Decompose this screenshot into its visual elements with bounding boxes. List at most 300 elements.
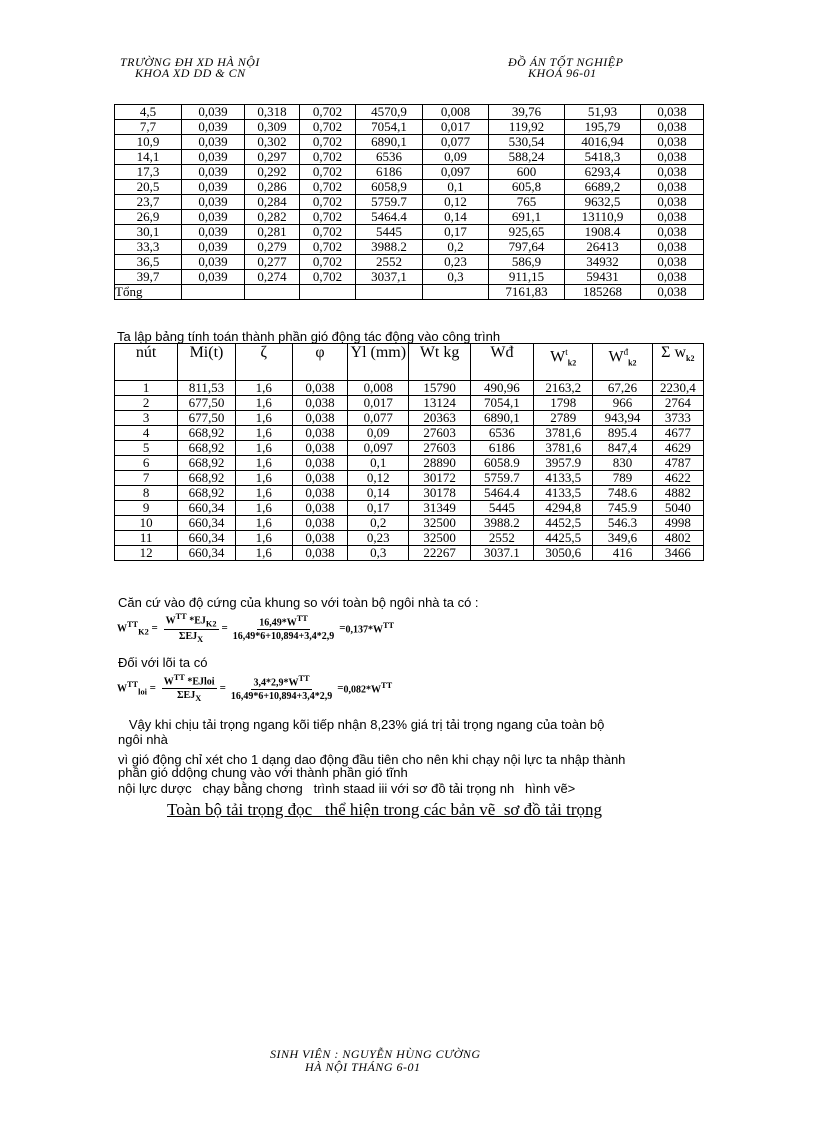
table-cell: 0,292	[245, 165, 300, 180]
table-cell: 6058.9	[470, 456, 533, 471]
table-cell: 895.4	[593, 426, 652, 441]
table-cell: 0,702	[300, 135, 356, 150]
table-cell: 3050,6	[534, 546, 593, 561]
table-cell: 797,64	[489, 240, 565, 255]
table-cell: 28890	[409, 456, 470, 471]
table-cell: 6890,1	[470, 411, 533, 426]
table-cell: 0,702	[300, 255, 356, 270]
table-cell: 185268	[565, 285, 641, 300]
table-cell: 0,274	[245, 270, 300, 285]
table-cell: 0,039	[182, 135, 245, 150]
table-cell: 1,6	[235, 411, 292, 426]
table-cell: 677,50	[178, 411, 235, 426]
table-cell: 0,038	[292, 381, 347, 396]
table-cell: 0,039	[182, 165, 245, 180]
table-row	[115, 471, 704, 486]
table-cell: 0,318	[245, 105, 300, 120]
table-cell: 6536	[470, 426, 533, 441]
table-cell: 745.9	[593, 501, 652, 516]
table-cell: 14,1	[115, 150, 182, 165]
table-cell: 668,92	[178, 486, 235, 501]
table-cell: 0,279	[245, 240, 300, 255]
table-cell: 660,34	[178, 531, 235, 546]
table-cell: 5464.4	[356, 210, 423, 225]
table-row	[115, 270, 704, 285]
paragraph-core: Đối với lõi ta có	[118, 655, 208, 670]
header-project-title: ĐỒ ÁN TỐT NGHIỆP	[508, 55, 624, 69]
table-cell: 11	[115, 531, 178, 546]
table-cell: 195,79	[565, 120, 641, 135]
table-cell: 59431	[565, 270, 641, 285]
table-cell: 605,8	[489, 180, 565, 195]
formula-frame-frac2: $\frac{16,49*W^{TT}}{16,49*6+10,894+3,4*2,9}$	[232, 614, 335, 643]
table-cell: 2789	[534, 411, 593, 426]
table-cell: 3733	[652, 411, 703, 426]
table-cell: 0,039	[182, 225, 245, 240]
table-cell: 830	[593, 456, 652, 471]
table-cell: 349,6	[593, 531, 652, 546]
table-cell: 1,6	[235, 456, 292, 471]
table-cell: 26,9	[115, 210, 182, 225]
table-cell: 2552	[470, 531, 533, 546]
table-row	[115, 150, 704, 165]
table-header-cell: Σ $w_{k2}$	[652, 344, 703, 381]
table-row	[115, 255, 704, 270]
table-cell: 0,039	[182, 255, 245, 270]
table-cell: 39,7	[115, 270, 182, 285]
table-row	[115, 531, 704, 546]
table-cell: 0,282	[245, 210, 300, 225]
table-cell: 0,038	[292, 531, 347, 546]
table-cell: 911,15	[489, 270, 565, 285]
table-cell: 3	[115, 411, 178, 426]
paragraph-conclusion-line2: ngôi nhà	[118, 732, 168, 747]
table-row	[115, 240, 704, 255]
table-cell: 6689,2	[565, 180, 641, 195]
table-cell: 691,1	[489, 210, 565, 225]
wind-data-table	[114, 104, 704, 300]
table-header-cell: φ	[292, 344, 347, 381]
formula-core-frac1: $\frac{W^{TT} *EJloi}{\Sigma EJ_X}$	[163, 673, 215, 704]
paragraph-stiffness: Căn cứ vào độ cứng của khung so với toàn bộ ngôi nhà ta có :	[118, 595, 479, 610]
formula-core-rhs: $0,082*W^{TT}$	[343, 681, 393, 696]
table-cell: 0,038	[292, 471, 347, 486]
table-cell: 0,17	[348, 501, 409, 516]
table-cell: 1,6	[235, 516, 292, 531]
table-cell: 1,6	[235, 546, 292, 561]
table-cell: 2552	[356, 255, 423, 270]
table-cell: 7,7	[115, 120, 182, 135]
header-faculty: KHOA XD DD & CN	[135, 66, 246, 80]
table-cell: 0,008	[423, 105, 489, 120]
table-cell: 32500	[409, 516, 470, 531]
table-cell: 3037,1	[356, 270, 423, 285]
table-cell: 6186	[470, 441, 533, 456]
table-cell: 0,038	[292, 426, 347, 441]
table-row	[115, 195, 704, 210]
table-cell: 12	[115, 546, 178, 561]
table-cell: 0,039	[182, 150, 245, 165]
table-cell: 0,038	[641, 105, 704, 120]
table-cell: 0,038	[641, 210, 704, 225]
formula-frame-lhs: $W^{TT}_{K2}$	[117, 620, 149, 637]
table-cell: 0,17	[423, 225, 489, 240]
header-project	[508, 57, 623, 79]
table-cell: 23,7	[115, 195, 182, 210]
table-cell: 0,702	[300, 195, 356, 210]
table-cell: 0,017	[348, 396, 409, 411]
table-cell: 943,94	[593, 411, 652, 426]
table-cell: 660,34	[178, 516, 235, 531]
header-school	[120, 57, 260, 79]
table-cell: 0,039	[182, 270, 245, 285]
table-cell: 0,309	[245, 120, 300, 135]
table-cell: 3781,6	[534, 441, 593, 456]
table-cell: 0,3	[348, 546, 409, 561]
table-cell: 0,038	[292, 456, 347, 471]
table2-caption: Ta lập bảng tính toán thành phần gió động tác động vào công trình	[117, 329, 501, 344]
table-row	[115, 441, 704, 456]
table-header-cell: ζ	[235, 344, 292, 381]
table-cell: 925,65	[489, 225, 565, 240]
table-cell: 1,6	[235, 396, 292, 411]
table-row	[115, 456, 704, 471]
table-row	[115, 546, 704, 561]
table-cell: 0,14	[423, 210, 489, 225]
table-cell: 6293,4	[565, 165, 641, 180]
paragraph-conclusion	[118, 717, 604, 747]
table-cell: 3466	[652, 546, 703, 561]
table-cell: 0,039	[182, 210, 245, 225]
table-cell: 31349	[409, 501, 470, 516]
table-row	[115, 381, 704, 396]
table-cell: 1798	[534, 396, 593, 411]
table-cell: 0,702	[300, 210, 356, 225]
dynamic-wind-table	[114, 343, 704, 561]
table-cell: 17,3	[115, 165, 182, 180]
table-row	[115, 426, 704, 441]
table-cell: 13124	[409, 396, 470, 411]
table-cell: 6058,9	[356, 180, 423, 195]
table-cell: 0,038	[641, 285, 704, 300]
table-cell: 0,038	[641, 150, 704, 165]
table-cell: 1,6	[235, 501, 292, 516]
table-cell: 0,702	[300, 150, 356, 165]
table-cell: 0,038	[292, 501, 347, 516]
table-cell: 3988.2	[356, 240, 423, 255]
table-header-cell: $W^t_{k2}$	[534, 344, 593, 381]
table-cell: 0,038	[292, 441, 347, 456]
table-cell: 668,92	[178, 426, 235, 441]
table-cell: 20363	[409, 411, 470, 426]
table-cell: 966	[593, 396, 652, 411]
table-cell: 7054,1	[470, 396, 533, 411]
table-cell: 1	[115, 381, 178, 396]
table-cell: 0,038	[641, 180, 704, 195]
footer	[270, 1048, 481, 1074]
table-cell: 0,14	[348, 486, 409, 501]
table-row	[115, 396, 704, 411]
table-cell: 0,038	[292, 486, 347, 501]
table-cell: 0,039	[182, 195, 245, 210]
table-header-cell: Wt kg	[409, 344, 470, 381]
table-cell	[182, 285, 245, 300]
table-cell: 0,702	[300, 105, 356, 120]
table-cell: 1,6	[235, 486, 292, 501]
table-cell: 0,038	[641, 225, 704, 240]
table-cell: 1,6	[235, 441, 292, 456]
table-cell: 0,039	[182, 120, 245, 135]
header-school-name: TRƯỜNG ĐH XD HÀ NỘI	[120, 55, 260, 69]
table-cell: 2	[115, 396, 178, 411]
table-cell: 530,54	[489, 135, 565, 150]
table-cell: 4294,8	[534, 501, 593, 516]
table-header-cell: $W^đ_{k2}$	[593, 344, 652, 381]
footer-student: SINH VIÊN : NGUYỄN HÙNG CƯỜNG	[270, 1047, 481, 1061]
table-row	[115, 105, 704, 120]
table-cell: 10	[115, 516, 178, 531]
table-row	[115, 120, 704, 135]
table-cell: 4133,5	[534, 486, 593, 501]
table-cell: 5445	[356, 225, 423, 240]
table-row	[115, 210, 704, 225]
table-cell: 1,6	[235, 531, 292, 546]
table-cell: 5759.7	[356, 195, 423, 210]
table-cell: 13110,9	[565, 210, 641, 225]
table-cell: 39,76	[489, 105, 565, 120]
table-cell: 4	[115, 426, 178, 441]
paragraph-conclusion-line1: Vậy khi chịu tải trọng ngang kõi tiếp nhận 8,23% giá trị tải trọng ngang của toàn bộ	[118, 717, 605, 732]
table-cell: 15790	[409, 381, 470, 396]
table-cell: 0,038	[292, 546, 347, 561]
table-cell: 0,038	[641, 120, 704, 135]
table-cell: 5464.4	[470, 486, 533, 501]
table-cell: 588,24	[489, 150, 565, 165]
table-row	[115, 501, 704, 516]
table-cell: 6890,1	[356, 135, 423, 150]
table-cell: 546.3	[593, 516, 652, 531]
table-row	[115, 165, 704, 180]
table-cell: 0,702	[300, 120, 356, 135]
table-cell: 0,09	[348, 426, 409, 441]
table-cell: 0,008	[348, 381, 409, 396]
table-header-cell: nút	[115, 344, 178, 381]
paragraph-dynamic	[118, 752, 625, 779]
table-cell: 0,097	[423, 165, 489, 180]
table-cell: 5	[115, 441, 178, 456]
formula-core-frac2: $\frac{3,4*2,9*W^{TT}}{16,49*6+10,894+3,4*2,9}$	[230, 674, 333, 703]
table-cell: 6	[115, 456, 178, 471]
paragraph-staad: nội lực dược chạy bằng chơng trình staad iii với sơ đồ tải trọng nh hình vẽ>	[118, 781, 576, 796]
table-cell: 36,5	[115, 255, 182, 270]
table-cell: 30172	[409, 471, 470, 486]
table-cell: 0,038	[641, 195, 704, 210]
load-note-heading: Toàn bộ tải trọng đọc thể hiện trong các bản vẽ sơ đồ tải trọng	[167, 800, 603, 819]
table-cell: 0,1	[423, 180, 489, 195]
table-cell: 660,34	[178, 501, 235, 516]
table-cell: 668,92	[178, 456, 235, 471]
header-course: KHOÁ 96-01	[528, 66, 597, 80]
table-cell: 600	[489, 165, 565, 180]
table-cell: 32500	[409, 531, 470, 546]
table-cell: 0,281	[245, 225, 300, 240]
table-cell: 5759.7	[470, 471, 533, 486]
table-row	[115, 516, 704, 531]
table-cell: 5040	[652, 501, 703, 516]
table-cell: 811,53	[178, 381, 235, 396]
table-cell: 26413	[565, 240, 641, 255]
formula-core: $W^{TT}_{loi}$ = $\frac{W^{TT} *EJloi}{\Sigma EJ_X}$ = $\frac{3,4*2,9*W^{TT}}{16,49*6+10,894+3,4*2,9}$ = $0,082*W^{TT}$	[117, 673, 393, 704]
table-cell: Tổng	[115, 285, 182, 300]
table-cell: 0,702	[300, 180, 356, 195]
table-cell: 51,93	[565, 105, 641, 120]
table-cell: 10,9	[115, 135, 182, 150]
table-cell: 0,286	[245, 180, 300, 195]
table-cell: 0,23	[423, 255, 489, 270]
table-cell: 4425,5	[534, 531, 593, 546]
table-cell: 0,702	[300, 165, 356, 180]
table-cell: 0,038	[641, 255, 704, 270]
paragraph-dynamic-line1: vì gió động chỉ xét cho 1 dạng dao động đầu tiên cho nên khi chạy nội lực ta nhập thành	[118, 752, 626, 767]
table-cell: 4677	[652, 426, 703, 441]
table-cell: 0,097	[348, 441, 409, 456]
table-row	[115, 135, 704, 150]
table-cell: 0,2	[348, 516, 409, 531]
table-cell	[300, 285, 356, 300]
table-cell: 1,6	[235, 381, 292, 396]
formula-frame-rhs: $0,137*W^{TT}$	[345, 621, 395, 636]
table-cell: 0,23	[348, 531, 409, 546]
table-cell: 7	[115, 471, 178, 486]
table-cell: 6186	[356, 165, 423, 180]
table-cell: 1,6	[235, 471, 292, 486]
table-cell: 3037.1	[470, 546, 533, 561]
table-cell: 1,6	[235, 426, 292, 441]
table-cell: 0,702	[300, 270, 356, 285]
paragraph-dynamic-line2: phần gió ddộng chung vào với thành phần gió tĩnh	[118, 765, 408, 780]
table-cell: 0,1	[348, 456, 409, 471]
table-cell: 0,038	[641, 165, 704, 180]
table-cell: 0,09	[423, 150, 489, 165]
table-header-cell: Yl (mm)	[348, 344, 409, 381]
table-cell: 0,038	[641, 270, 704, 285]
table-cell	[245, 285, 300, 300]
table-cell: 9	[115, 501, 178, 516]
table-cell: 4452,5	[534, 516, 593, 531]
table-cell: 0,077	[348, 411, 409, 426]
table-cell: 0,3	[423, 270, 489, 285]
table-cell: 490,96	[470, 381, 533, 396]
table-cell: 0,038	[292, 516, 347, 531]
table-cell: 5445	[470, 501, 533, 516]
table-cell: 3781,6	[534, 426, 593, 441]
table-cell: 0,077	[423, 135, 489, 150]
table-cell: 748.6	[593, 486, 652, 501]
table-cell: 8	[115, 486, 178, 501]
table-cell: 0,702	[300, 240, 356, 255]
table-cell: 0,017	[423, 120, 489, 135]
table-cell: 4629	[652, 441, 703, 456]
table-row	[115, 180, 704, 195]
table-cell: 0,297	[245, 150, 300, 165]
table-cell: 3957.9	[534, 456, 593, 471]
table-cell: 0,277	[245, 255, 300, 270]
table-cell: 67,26	[593, 381, 652, 396]
table-row	[115, 411, 704, 426]
table-cell: 4570,9	[356, 105, 423, 120]
formula-core-lhs: $W^{TT}_{loi}$	[117, 680, 147, 697]
table-cell: 2764	[652, 396, 703, 411]
formula-frame: $W^{TT}_{K2}$ = $\frac{W^{TT} *EJ_{K2}}{\Sigma EJ_X}$ = $\frac{16,49*W^{TT}}{16,49*6+10,894+3,4*2,9}$ = $0,137*W^{TT}$	[117, 612, 395, 645]
table-cell: 34932	[565, 255, 641, 270]
table-cell: 0,039	[182, 180, 245, 195]
table-cell: 4998	[652, 516, 703, 531]
table-row	[115, 285, 704, 300]
table-cell: 765	[489, 195, 565, 210]
table-cell: 0,2	[423, 240, 489, 255]
table-cell: 0,702	[300, 225, 356, 240]
table-cell: 4787	[652, 456, 703, 471]
table-cell: 847,4	[593, 441, 652, 456]
table-cell: 7054,1	[356, 120, 423, 135]
table-cell: 1908.4	[565, 225, 641, 240]
table-cell: 0,038	[641, 135, 704, 150]
table-cell: 0,284	[245, 195, 300, 210]
table-cell: 668,92	[178, 471, 235, 486]
table-cell: 2163,2	[534, 381, 593, 396]
table-cell: 0,039	[182, 240, 245, 255]
table-cell: 22267	[409, 546, 470, 561]
table-cell: 0,12	[423, 195, 489, 210]
table-cell: 0,12	[348, 471, 409, 486]
table-cell: 30,1	[115, 225, 182, 240]
table-cell: 0,038	[641, 240, 704, 255]
table-cell: 20,5	[115, 180, 182, 195]
table-cell: 677,50	[178, 396, 235, 411]
table-cell: 9632,5	[565, 195, 641, 210]
table-header-cell: Wđ	[470, 344, 533, 381]
table-cell: 4016,94	[565, 135, 641, 150]
table-cell: 660,34	[178, 546, 235, 561]
table-cell: 27603	[409, 441, 470, 456]
table-cell: 5418,3	[565, 150, 641, 165]
table-cell	[356, 285, 423, 300]
table-header-cell: Mi(t)	[178, 344, 235, 381]
formula-frame-frac1: $\frac{W^{TT} *EJ_{K2}}{\Sigma EJ_X}$	[165, 612, 217, 645]
table-cell: 27603	[409, 426, 470, 441]
table-cell: 119,92	[489, 120, 565, 135]
table-cell: 0,039	[182, 105, 245, 120]
table-cell: 6536	[356, 150, 423, 165]
table-cell: 4,5	[115, 105, 182, 120]
footer-date: HÀ NỘI THÁNG 6-01	[305, 1060, 421, 1074]
table-cell: 3988.2	[470, 516, 533, 531]
table-cell: 0,302	[245, 135, 300, 150]
table-cell: 2230,4	[652, 381, 703, 396]
table-cell: 33,3	[115, 240, 182, 255]
table-cell: 4622	[652, 471, 703, 486]
table-cell: 4133,5	[534, 471, 593, 486]
table-cell: 0,038	[292, 411, 347, 426]
table-cell: 586,9	[489, 255, 565, 270]
table-cell: 0,038	[292, 396, 347, 411]
table-cell: 4882	[652, 486, 703, 501]
table-cell: 4802	[652, 531, 703, 546]
table-cell: 416	[593, 546, 652, 561]
table-cell: 789	[593, 471, 652, 486]
table-cell: 7161,83	[489, 285, 565, 300]
table-cell	[423, 285, 489, 300]
